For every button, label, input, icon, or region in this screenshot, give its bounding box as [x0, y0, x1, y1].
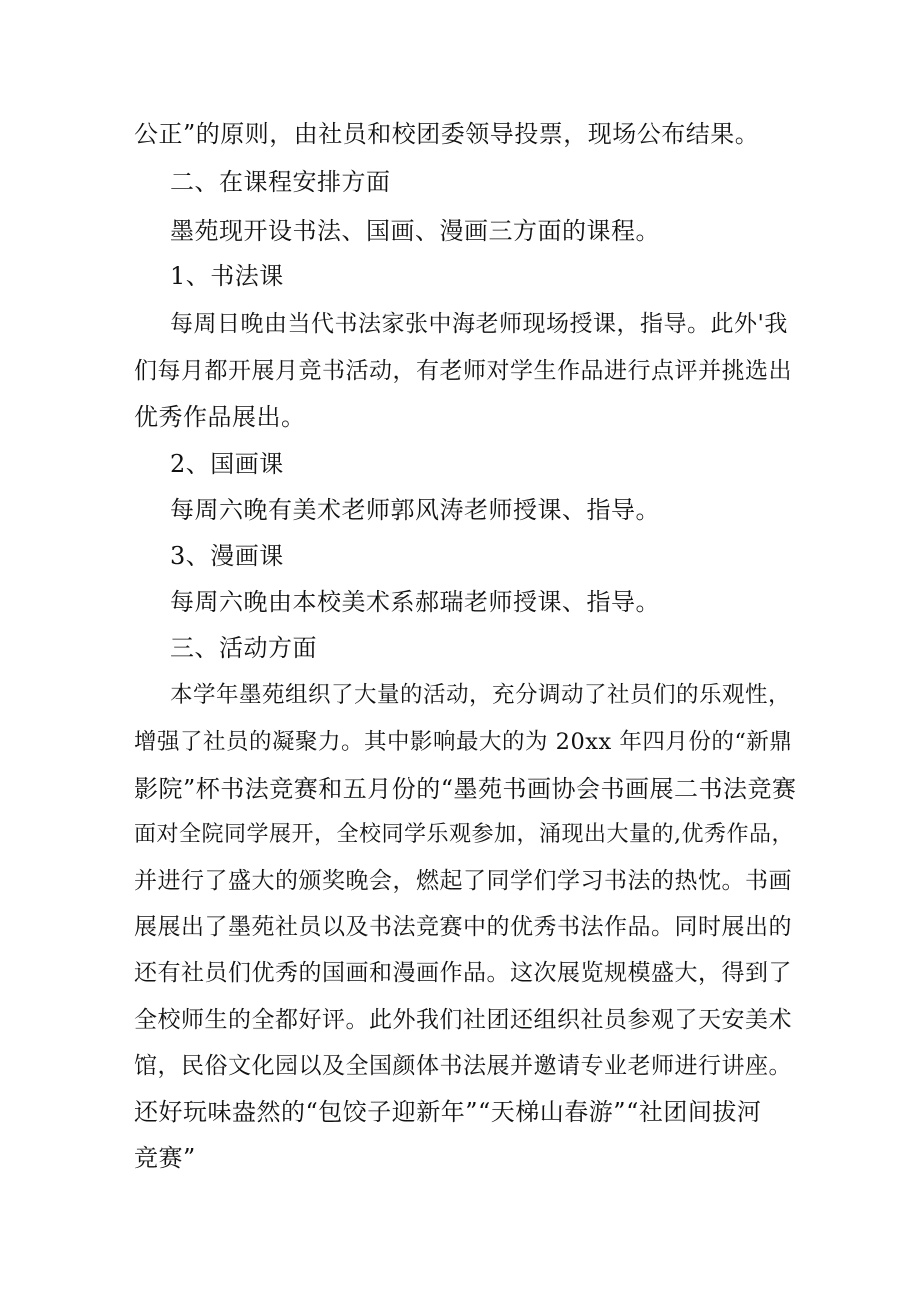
paragraph-line: 还有社员们优秀的国画和漫画作品。这次展览规模盛大，得到了 — [134, 960, 792, 986]
paragraph-line: 们每月都开展月竞书活动，有老师对学生作品进行点评并挑选出 — [134, 358, 792, 384]
paragraph-line: 优秀作品展出。 — [134, 403, 306, 431]
paragraph-line: 并进行了盛大的颁奖晚会，燃起了同学们学习书法的热忱。书画 — [134, 868, 792, 894]
paragraph-line: 面对全院同学展开，全校同学乐观参加，涌现出大量的,优秀作品， — [134, 822, 794, 847]
paragraph-line: 全校师生的全都好评。此外我们社团还组织社员参观了天安美术 — [134, 1007, 792, 1033]
subsection-heading: 3、漫画课 — [170, 542, 284, 570]
paragraph-line: 每周六晚由本校美术系郝瑞老师授课、指导。 — [170, 588, 660, 616]
paragraph-line: 每周日晚由当代书法家张中海老师现场授课，指导。此外'我 — [170, 311, 788, 337]
section-heading: 二、在课程安排方面 — [170, 168, 391, 196]
paragraph-line: 增强了社员的凝聚力。其中影响最大的为 20xx 年四月份的“新鼎 — [134, 729, 793, 755]
paragraph-line: 展展出了墨苑社员以及书法竞赛中的优秀书法作品。同时展出的 — [134, 914, 792, 940]
paragraph-line: 墨苑现开设书法、国画、漫画三方面的课程。 — [170, 217, 660, 245]
paragraph-line: 还好玩味盎然的“包饺子迎新年”“天梯山春游”“社团间拔河 — [134, 1098, 762, 1126]
paragraph-line: 影院”杯书法竞赛和五月份的“墨苑书画协会书画展二书法竞赛 — [134, 775, 797, 803]
paragraph-line: 每周六晚有美术老师郭风涛老师授课、指导。 — [170, 496, 660, 524]
paragraph-line: 竞赛” — [134, 1144, 196, 1172]
subsection-heading: 1、书法课 — [170, 262, 284, 290]
subsection-heading: 2、国画课 — [170, 450, 284, 478]
paragraph-line: 本学年墨苑组织了大量的活动，充分调动了社员们的乐观性， — [170, 682, 792, 708]
paragraph-line: 公正”的原则，由社员和校团委领导投票，现场公布结果。 — [134, 120, 760, 148]
paragraph-line: 馆，民俗文化园以及全国颜体书法展并邀请专业老师进行讲座。 — [134, 1053, 792, 1079]
section-heading: 三、活动方面 — [170, 634, 317, 662]
